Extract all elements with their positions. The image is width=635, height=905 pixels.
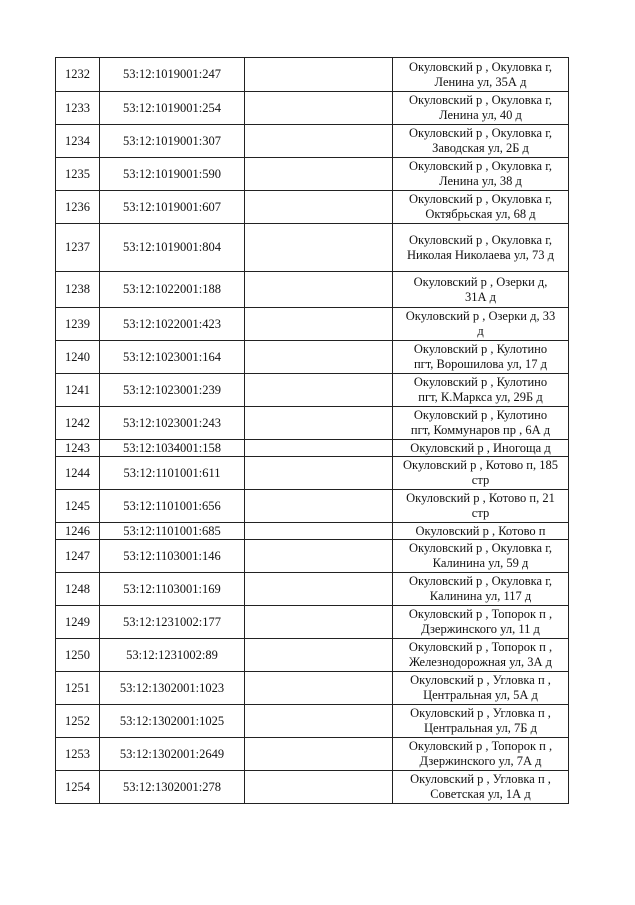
cadastral-number: 53:12:1302001:2649 — [100, 738, 245, 771]
address-line-1: Окуловский р , Кулотино — [413, 375, 548, 389]
address-line-2: Советская ул, 1А д — [430, 787, 531, 801]
empty-cell — [245, 705, 393, 738]
address-cell — [393, 272, 569, 308]
address-cell — [393, 440, 569, 457]
cadastral-number: 53:12:1019001:307 — [100, 125, 245, 158]
table-row — [56, 639, 569, 672]
address-line-1: Окуловский р , Окуловка г, — [408, 93, 553, 107]
address-cell — [393, 672, 569, 705]
table-row — [56, 606, 569, 639]
address-line-2: 31А д — [464, 289, 496, 304]
cadastral-number: 53:12:1019001:254 — [100, 92, 245, 125]
cadastral-number: 53:12:1019001:247 — [100, 58, 245, 92]
table-row — [56, 672, 569, 705]
row-number: 1240 — [56, 341, 100, 374]
cadastral-number: 53:12:1023001:239 — [100, 374, 245, 407]
row-number: 1241 — [56, 374, 100, 407]
address-line-2: Октябрьская ул, 68 д — [425, 207, 536, 221]
address-cell — [393, 573, 569, 606]
address-cell — [393, 341, 569, 374]
address-line-1: Окуловский р , Иногоща д — [410, 440, 551, 455]
row-number: 1247 — [56, 540, 100, 573]
cadastral-number: 53:12:1022001:188 — [100, 272, 245, 308]
address-line-1: Окуловский р , Окуловка г, — [408, 126, 553, 140]
row-number: 1238 — [56, 272, 100, 308]
row-number: 1253 — [56, 738, 100, 771]
address-cell — [393, 58, 569, 92]
cadastral-number: 53:12:1019001:590 — [100, 158, 245, 191]
address-line-2: Ленина ул, 40 д — [439, 108, 522, 122]
address-line-2: д — [477, 324, 484, 338]
address-line-2: Железнодорожная ул, 3А д — [408, 655, 553, 669]
row-number: 1235 — [56, 158, 100, 191]
address-line-1: Окуловский р , Угловка п , — [410, 706, 551, 720]
address-line-2: Калинина ул, 117 д — [429, 589, 532, 603]
row-number: 1237 — [56, 224, 100, 272]
table-row — [56, 490, 569, 523]
row-number: 1249 — [56, 606, 100, 639]
address-line-1: Окуловский р , Окуловка г, — [408, 159, 553, 173]
address-line-2: Дзержинского ул, 11 д — [421, 622, 540, 636]
row-number: 1244 — [56, 457, 100, 490]
cadastral-number: 53:12:1019001:804 — [100, 224, 245, 272]
address-line-1: Окуловский р , Кулотино — [413, 408, 548, 422]
row-number: 1252 — [56, 705, 100, 738]
address-line-2: стр — [471, 506, 490, 520]
empty-cell — [245, 341, 393, 374]
row-number: 1236 — [56, 191, 100, 224]
empty-cell — [245, 191, 393, 224]
empty-cell — [245, 490, 393, 523]
table-body — [56, 58, 569, 804]
empty-cell — [245, 125, 393, 158]
empty-cell — [245, 374, 393, 407]
row-number: 1245 — [56, 490, 100, 523]
table-row — [56, 92, 569, 125]
cadastral-number: 53:12:1103001:146 — [100, 540, 245, 573]
address-line-1: Окуловский р , Топорок п , — [408, 640, 553, 654]
empty-cell — [245, 523, 393, 540]
property-table — [55, 57, 569, 804]
address-line-2: Ленина ул, 38 д — [439, 174, 522, 188]
row-number: 1232 — [56, 58, 100, 92]
cadastral-number: 53:12:1022001:423 — [100, 308, 245, 341]
address-cell — [393, 158, 569, 191]
address-line-1: Окуловский р , Котово п, 21 — [406, 491, 555, 505]
table-row — [56, 374, 569, 407]
table-row — [56, 440, 569, 457]
cadastral-number: 53:12:1023001:243 — [100, 407, 245, 440]
cadastral-number: 53:12:1019001:607 — [100, 191, 245, 224]
row-number: 1248 — [56, 573, 100, 606]
empty-cell — [245, 92, 393, 125]
address-line-1: Окуловский р , Топорок п , — [408, 607, 553, 621]
table-row — [56, 523, 569, 540]
cadastral-number: 53:12:1302001:278 — [100, 771, 245, 804]
table-row — [56, 771, 569, 804]
address-line-2: Ленина ул, 35А д — [434, 74, 527, 89]
address-line-1: Окуловский р , Окуловка г, — [408, 192, 553, 206]
address-cell — [393, 705, 569, 738]
address-cell — [393, 407, 569, 440]
address-line-1: Окуловский р , Окуловка г, — [408, 541, 553, 555]
address-cell — [393, 540, 569, 573]
address-line-2: пгт, Коммунаров пр , 6А д — [410, 423, 551, 437]
address-cell — [393, 374, 569, 407]
cadastral-number: 53:12:1103001:169 — [100, 573, 245, 606]
empty-cell — [245, 308, 393, 341]
empty-cell — [245, 457, 393, 490]
empty-cell — [245, 540, 393, 573]
table-row — [56, 573, 569, 606]
table-row — [56, 158, 569, 191]
address-line-2: Центральная ул, 5А д — [423, 688, 538, 702]
address-cell — [393, 308, 569, 341]
address-cell — [393, 771, 569, 804]
address-cell — [393, 125, 569, 158]
empty-cell — [245, 738, 393, 771]
address-line-1: Окуловский р , Угловка п , — [410, 772, 551, 786]
address-cell — [393, 639, 569, 672]
table-row — [56, 191, 569, 224]
table-row — [56, 341, 569, 374]
cadastral-number: 53:12:1101001:656 — [100, 490, 245, 523]
row-number: 1243 — [56, 440, 100, 457]
row-number: 1246 — [56, 523, 100, 540]
address-line-1: Окуловский р , Котово п, 185 — [403, 458, 558, 472]
empty-cell — [245, 58, 393, 92]
address-line-1: Окуловский р , Окуловка г, — [408, 232, 553, 247]
empty-cell — [245, 672, 393, 705]
empty-cell — [245, 606, 393, 639]
cadastral-number: 53:12:1101001:685 — [100, 523, 245, 540]
address-cell — [393, 490, 569, 523]
address-line-2: Заводская ул, 2Б д — [432, 141, 529, 155]
address-line-2: Дзержинского ул, 7А д — [419, 754, 542, 768]
empty-cell — [245, 639, 393, 672]
address-line-1: Окуловский р , Кулотино — [413, 342, 548, 356]
address-line-2: пгт, К.Маркса ул, 29Б д — [418, 390, 543, 404]
empty-cell — [245, 224, 393, 272]
table-row — [56, 308, 569, 341]
address-line-2: Николая Николаева ул, 73 д — [406, 247, 555, 262]
empty-cell — [245, 771, 393, 804]
address-cell — [393, 606, 569, 639]
address-line-2: Центральная ул, 7Б д — [424, 721, 537, 735]
address-line-1: Окуловский р , Окуловка г, — [408, 574, 553, 588]
address-cell — [393, 92, 569, 125]
address-cell — [393, 738, 569, 771]
table-row — [56, 705, 569, 738]
address-line-1: Окуловский р , Окуловка г, — [408, 59, 553, 74]
address-line-2: Калинина ул, 59 д — [432, 556, 529, 570]
address-line-1: Окуловский р , Озерки д, — [413, 274, 548, 289]
address-line-2: пгт, Ворошилова ул, 17 д — [413, 357, 548, 371]
cadastral-number: 53:12:1023001:164 — [100, 341, 245, 374]
empty-cell — [245, 440, 393, 457]
empty-cell — [245, 272, 393, 308]
address-line-1: Окуловский р , Котово п — [415, 523, 546, 538]
row-number: 1254 — [56, 771, 100, 804]
row-number: 1250 — [56, 639, 100, 672]
cadastral-number: 53:12:1302001:1023 — [100, 672, 245, 705]
address-cell — [393, 457, 569, 490]
row-number: 1242 — [56, 407, 100, 440]
empty-cell — [245, 407, 393, 440]
empty-cell — [245, 573, 393, 606]
cadastral-number: 53:12:1034001:158 — [100, 440, 245, 457]
address-cell — [393, 191, 569, 224]
address-cell — [393, 523, 569, 540]
cadastral-number: 53:12:1231002:177 — [100, 606, 245, 639]
cadastral-number: 53:12:1302001:1025 — [100, 705, 245, 738]
address-line-2: стр — [471, 473, 490, 487]
table-row — [56, 272, 569, 308]
table-row — [56, 738, 569, 771]
address-cell — [393, 224, 569, 272]
table-row — [56, 457, 569, 490]
row-number: 1234 — [56, 125, 100, 158]
table-row — [56, 224, 569, 272]
row-number: 1233 — [56, 92, 100, 125]
table-row — [56, 540, 569, 573]
table-row — [56, 407, 569, 440]
address-line-1: Окуловский р , Угловка п , — [410, 673, 551, 687]
cadastral-number: 53:12:1231002:89 — [100, 639, 245, 672]
table-row — [56, 58, 569, 92]
row-number: 1251 — [56, 672, 100, 705]
address-line-1: Окуловский р , Топорок п , — [408, 739, 553, 753]
row-number: 1239 — [56, 308, 100, 341]
address-line-1: Окуловский р , Озерки д, 33 — [405, 309, 556, 323]
empty-cell — [245, 158, 393, 191]
cadastral-number: 53:12:1101001:611 — [100, 457, 245, 490]
table-row — [56, 125, 569, 158]
